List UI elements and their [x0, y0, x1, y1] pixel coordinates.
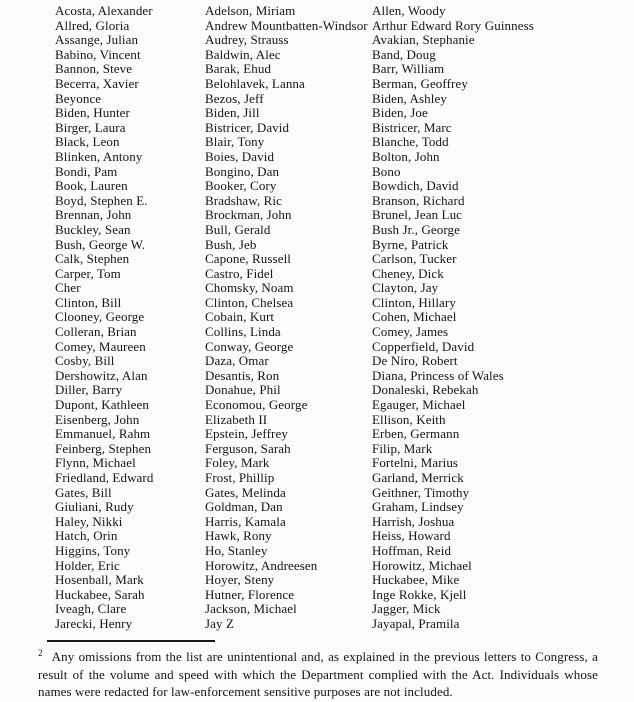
name-entry: Boyd, Stephen E. — [55, 192, 148, 208]
name-entry: Iveagh, Clare — [55, 601, 127, 617]
name-entry: Belohlavek, Lanna — [205, 75, 305, 91]
name-entry: Desantis, Ron — [205, 367, 280, 383]
name-entry: Adelson, Miriam — [205, 3, 296, 18]
name-entry: Colleran, Brian — [55, 324, 137, 340]
name-entry: Jayapal, Pramila — [372, 615, 460, 631]
name-entry: Donahue, Phil — [205, 382, 281, 398]
name-column-1 — [55, 4, 205, 632]
name-entry: Brennan, John — [55, 207, 132, 223]
name-entry: Assange, Julian — [55, 32, 139, 48]
footnote-separator — [47, 640, 215, 642]
name-entry: Calk, Stephen — [55, 251, 130, 267]
name-entry: Allred, Gloria — [55, 17, 130, 33]
name-entry: Hosenball, Mark — [55, 572, 144, 588]
name-entry: Audrey, Strauss — [205, 32, 289, 48]
name-entry: Donaleski, Rebekah — [372, 382, 479, 398]
name-entry: Clinton, Bill — [55, 294, 122, 310]
name-entry: Clinton, Hillary — [372, 294, 456, 310]
name-entry: Giuliani, Rudy — [55, 499, 134, 515]
name-entry: Becerra, Xavier — [55, 75, 139, 91]
name-entry: Diller, Barry — [55, 382, 123, 398]
name-entry: Fortelni, Marius — [372, 455, 459, 471]
name-entry: Huckabee, Mike — [372, 572, 460, 588]
name-entry: Andrew Mountbatten-Windsor — [205, 17, 368, 33]
name-entry: Goldman, Dan — [205, 499, 283, 515]
name-entry: Eisenberg, John — [55, 411, 140, 427]
name-entry: Huckabee, Sarah — [55, 586, 145, 602]
name-entry: Castro, Fidel — [205, 265, 274, 281]
name-entry: Band, Doug — [372, 46, 436, 62]
name-entry: Booker, Cory — [205, 178, 277, 194]
name-entry: Economou, George — [205, 397, 308, 413]
footnote — [38, 648, 598, 701]
name-entry: Birger, Laura — [55, 119, 126, 135]
name-entry: Frost, Phillip — [205, 470, 275, 485]
name-entry: Berman, Geoffrey — [372, 75, 468, 91]
name-entry: Baldwin, Alec — [205, 46, 281, 62]
name-entry: Blinken, Antony — [55, 148, 143, 164]
name-entry: Avakian, Stephanie — [372, 32, 475, 48]
name-entry: Haley, Nikki — [55, 513, 123, 529]
name-entry: Daza, Omar — [205, 353, 269, 369]
name-entry: Cobain, Kurt — [205, 309, 275, 325]
name-entry: Biden, Ashley — [372, 90, 447, 106]
name-entry: Jagger, Mick — [372, 601, 441, 617]
name-entry: Hoffman, Reid — [372, 542, 452, 558]
name-entry: Bush, George W. — [55, 236, 146, 252]
name-entry: Clooney, George — [55, 309, 145, 325]
name-entry: Erben, Germann — [372, 426, 460, 442]
name-entry: Graham, Lindsey — [372, 499, 464, 515]
name-entry: Collins, Linda — [205, 324, 281, 340]
name-entry: Bongino, Dan — [205, 163, 280, 179]
name-entry: Feinberg, Stephen — [55, 440, 152, 456]
name-entry: Filip, Mark — [372, 440, 433, 456]
name-entry: Book, Lauren — [55, 178, 128, 194]
name-entry: Beyonce — [55, 90, 102, 106]
name-entry: Biden, Joe — [372, 105, 428, 121]
name-entry: Egauger, Michael — [372, 397, 466, 413]
name-entry: Bistricer, Marc — [372, 119, 452, 135]
name-entry: Babino, Vincent — [55, 46, 141, 62]
name-entry: Cosby, Bill — [55, 353, 115, 369]
name-entry: Buckley, Sean — [55, 221, 131, 237]
name-entry: Bezos, Jeff — [205, 90, 264, 106]
name-entry: Hawk, Rony — [205, 528, 272, 544]
name-entry: Blanche, Todd — [372, 134, 449, 150]
name-entry: Inge Rokke, Kjell — [372, 586, 467, 602]
name-entry: Horowitz, Michael — [372, 557, 472, 573]
name-entry: Bradshaw, Ric — [205, 192, 282, 208]
name-entry: Friedland, Edward — [55, 470, 154, 485]
name-entry: Acosta, Alexander — [55, 3, 153, 18]
name-entry: Conway, George — [205, 338, 294, 354]
name-entry: Comey, James — [372, 324, 449, 340]
name-entry: Gates, Bill — [55, 484, 112, 500]
name-entry: Epstein, Jeffrey — [205, 426, 288, 442]
name-entry: Chomsky, Noam — [205, 280, 294, 296]
name-entry: Diana, Princess of Wales — [372, 367, 504, 383]
name-entry: Bono — [372, 163, 401, 179]
name-entry: Ellison, Keith — [372, 411, 446, 427]
name-entry: Hatch, Orin — [55, 528, 118, 544]
name-entry: Clayton, Jay — [372, 280, 439, 296]
name-entry: Barr, William — [372, 61, 445, 77]
name-entry: Clinton, Chelsea — [205, 294, 294, 310]
name-entry: Horowitz, Andreesen — [205, 557, 318, 573]
name-entry: Bistricer, David — [205, 119, 290, 135]
name-entry: Ferguson, Sarah — [205, 440, 291, 456]
name-entry: Dupont, Kathleen — [55, 397, 150, 413]
name-entry: Brockman, John — [205, 207, 292, 223]
name-entry: Copperfield, David — [372, 338, 475, 354]
name-entry: Biden, Hunter — [55, 105, 130, 121]
name-entry: Flynn, Michael — [55, 455, 136, 471]
name-entry: Carper, Tom — [55, 265, 121, 281]
name-entry: Comey, Maureen — [55, 338, 146, 354]
name-entry: Emmanuel, Rahm — [55, 426, 151, 442]
name-entry: Higgins, Tony — [55, 542, 131, 558]
name-entry: Cheney, Dick — [372, 265, 444, 281]
name-entry: Jarecki, Henry — [55, 615, 133, 631]
name-entry: Carlson, Tucker — [372, 251, 457, 267]
name-entry: Branson, Richard — [372, 192, 465, 208]
name-entry: Bull, Gerald — [205, 221, 271, 237]
name-entry: Jackson, Michael — [205, 601, 297, 617]
name-entry: Bush Jr., George — [372, 221, 461, 237]
name-entry: Capone, Russell — [205, 251, 291, 267]
name-entry: Bush, Jeb — [205, 236, 257, 252]
name-entry: Cohen, Michael — [372, 309, 457, 325]
name-entry: Cher — [55, 280, 81, 296]
name-entry: Hutner, Florence — [205, 586, 295, 602]
name-entry: Hoyer, Steny — [205, 572, 275, 588]
name-entry: Garland, Merrick — [372, 470, 464, 485]
footnote-marker: 2 — [38, 647, 43, 658]
name-entry: Bannon, Steve — [55, 61, 133, 77]
name-entry: Gates, Melinda — [205, 484, 286, 500]
name-entry: Black, Leon — [55, 134, 120, 150]
name-entry: Bolton, John — [372, 148, 440, 164]
name-entry: Barak, Ehud — [205, 61, 272, 77]
name-column-2 — [205, 4, 377, 632]
name-entry: Byrne, Patrick — [372, 236, 449, 252]
name-entry: Blair, Tony — [205, 134, 265, 150]
footnote-text: Any omissions from the list are unintentional and, as explained in the previous letters to Congress, a result of the volume and speed with which the Department complied with the Act. Individuals whose names were redacted for law-enforcement sensitive purposes are not included. — [38, 649, 598, 699]
name-entry: Boies, David — [205, 148, 275, 164]
name-entry: Harrish, Joshua — [372, 513, 455, 529]
name-entry: Ho, Stanley — [205, 542, 268, 558]
name-entry: Jay Z — [205, 615, 235, 631]
name-entry: De Niro, Robert — [372, 353, 458, 369]
name-entry: Heiss, Howard — [372, 528, 451, 544]
name-column-3 — [372, 4, 612, 632]
name-entry: Bondi, Pam — [55, 163, 118, 179]
name-entry: Bowdich, David — [372, 178, 459, 194]
name-entry: Foley, Mark — [205, 455, 270, 471]
name-entry: Holder, Eric — [55, 557, 120, 573]
name-entry: Allen, Woody — [372, 3, 446, 18]
name-entry: Brunel, Jean Luc — [372, 207, 463, 223]
name-entry: Geithner, Timothy — [372, 484, 470, 500]
name-entry: Elizabeth II — [205, 411, 268, 427]
name-entry: Biden, Jill — [205, 105, 260, 121]
name-entry: Harris, Kamala — [205, 513, 286, 529]
name-entry: Arthur Edward Rory Guinness — [372, 17, 534, 33]
name-entry: Dershowitz, Alan — [55, 367, 148, 383]
